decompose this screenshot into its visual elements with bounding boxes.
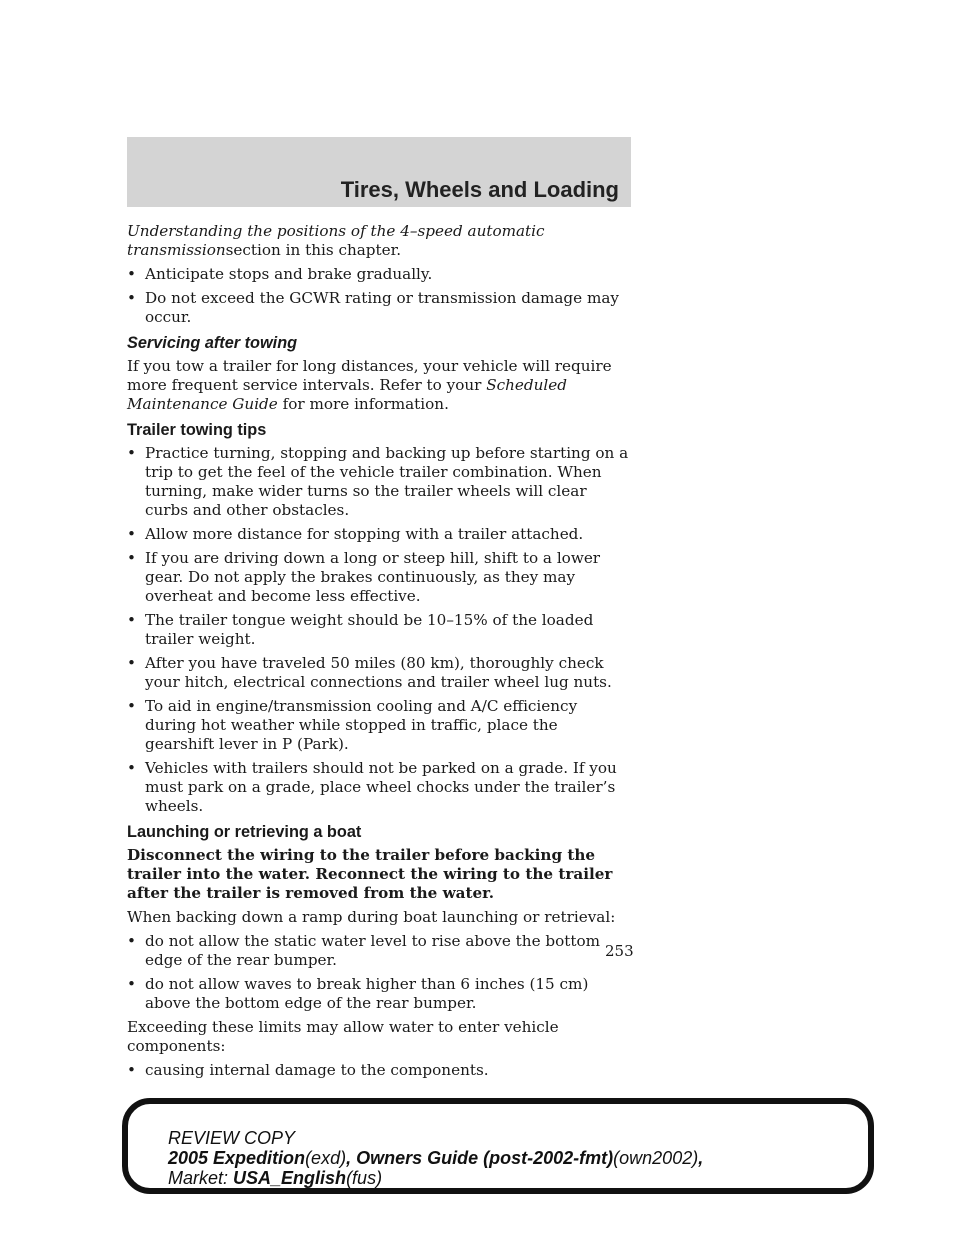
list-item: • Vehicles with trailers should not be parked on a grade. If you must park on a grade, place wheel chocks under the trailer’s wheels. <box>127 759 617 815</box>
list-item: • do not allow the static water level to rise above the bottom edge of the rear bumper. <box>127 932 601 969</box>
page-content <box>127 222 631 1085</box>
boat-warning: Disconnect the wiring to the trailer before backing the trailer into the water. Reconnect the wiring to the trailer after the trailer is removed from the water. <box>127 846 613 902</box>
list-item: • Anticipate stops and brake gradually. <box>127 265 433 283</box>
bullet-icon: • <box>127 1061 136 1079</box>
bullet-icon: • <box>127 444 136 462</box>
chapter-title: Tires, Wheels and Loading <box>340 177 619 202</box>
list-item: • Allow more distance for stopping with a trailer attached. <box>127 525 584 543</box>
bullet-icon: • <box>127 654 136 672</box>
footer-line-review: REVIEW COPY <box>168 1128 296 1148</box>
bullet-icon: • <box>127 289 136 307</box>
bullet-icon: • <box>127 932 136 950</box>
bullet-icon: • <box>127 975 136 993</box>
list-item: • Practice turning, stopping and backing up before starting on a trip to get the feel of the vehicle trailer combination. When turning, make wider turns so the trailer wheels will clear curbs and other obstacles. <box>127 444 629 519</box>
list-item: • To aid in engine/transmission cooling and A/C efficiency during hot weather while stopped in traffic, place the gearshift lever in P (Park). <box>127 697 578 753</box>
review-copy-footer <box>122 1098 874 1194</box>
list-item: • The trailer tongue weight should be 10–15% of the loaded trailer weight. <box>127 611 594 648</box>
section-heading-tips: Trailer towing tips <box>127 421 267 439</box>
bullet-icon: • <box>127 759 136 777</box>
chapter-header <box>127 137 631 207</box>
bullet-icon: • <box>127 697 136 715</box>
list-item: • causing internal damage to the components. <box>127 1061 489 1079</box>
section-heading-boat: Launching or retrieving a boat <box>127 823 362 841</box>
list-item: • If you are driving down a long or steep hill, shift to a lower gear. Do not apply the brakes continuously, as they may overheat and become less effective. <box>127 549 601 605</box>
footer-line-market: Market: USA_English(fus) <box>168 1168 383 1188</box>
bullet-icon: • <box>127 611 136 629</box>
boat-intro: When backing down a ramp during boat launching or retrieval: <box>127 908 616 926</box>
list-item: • Do not exceed the GCWR rating or transmission damage may occur. <box>127 289 620 326</box>
intro-paragraph: Understanding the positions of the 4–speed automatic transmissionsection in this chapter. <box>127 222 545 259</box>
list-item: • do not allow waves to break higher than 6 inches (15 cm) above the bottom edge of the rear bumper. <box>127 975 589 1012</box>
section-heading-servicing: Servicing after towing <box>127 334 298 352</box>
bullet-icon: • <box>127 549 136 567</box>
list-item: • After you have traveled 50 miles (80 km), thoroughly check your hitch, electrical connections and trailer wheel lug nuts. <box>127 654 612 691</box>
servicing-paragraph: If you tow a trailer for long distances, your vehicle will require more frequent service intervals. Refer to your Scheduled Maintenance Guide for more information. <box>127 357 612 413</box>
footer-text <box>168 1128 703 1188</box>
page-number: 253 <box>605 942 634 960</box>
bullet-icon: • <box>127 265 136 283</box>
boat-exceed: Exceeding these limits may allow water to enter vehicle components: <box>127 1018 559 1055</box>
bullet-icon: • <box>127 525 136 543</box>
footer-line-model: 2005 Expedition(exd), Owners Guide (post-2002-fmt)(own2002), <box>168 1148 704 1168</box>
